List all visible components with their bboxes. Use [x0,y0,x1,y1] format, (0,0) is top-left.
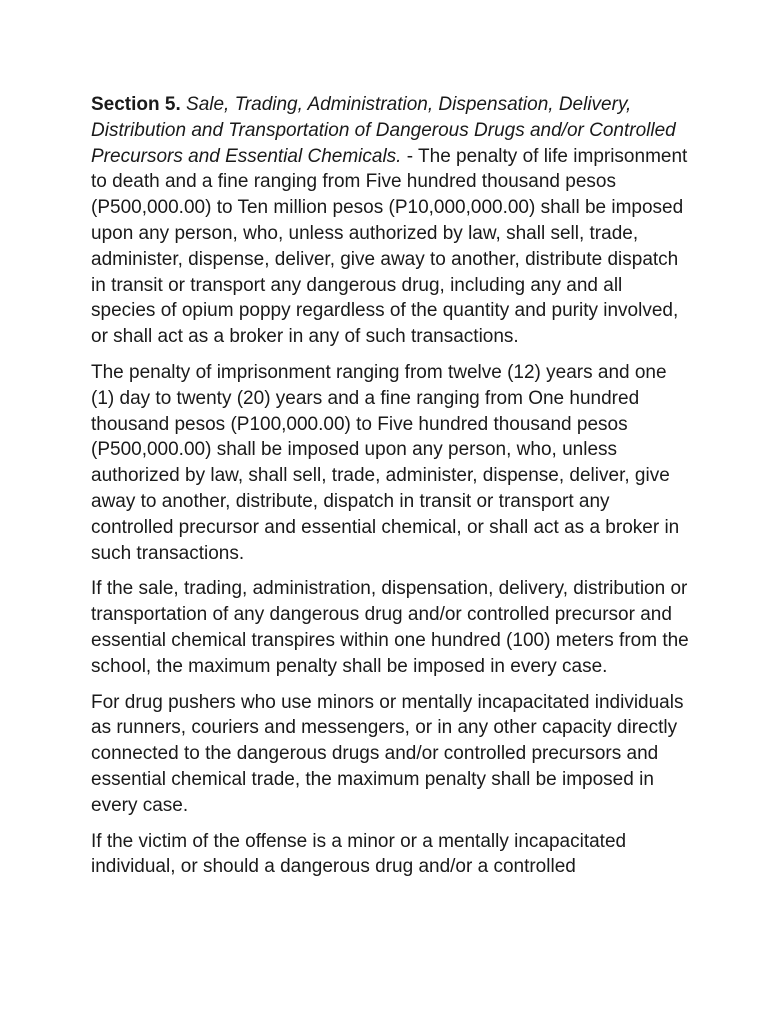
title-dash: - [401,145,414,167]
paragraph-precursor-penalty: The penalty of imprisonment ranging from twelve (12) years and one (1) day to twenty (20) years and a fine ranging from One hundred thousand pesos (P100,000.00) to Five hundred thousand pesos (P500,000.00) shall be imposed upon any person, who, unless authorized by law, shall sell, trade, administer, dispense, deliver, give away to another, distribute, dispatch in transit or transport any controlled precursor and essential chemical, or shall act as a broker in such transactions. [91,361,680,564]
document-page [91,92,691,890]
section-title: Sale, Trading, Administration, Dispensation, Delivery, Distribution and Transportation of Dangerous Drugs and/or Controlled Precursors and Essential Chemicals. [91,94,676,167]
section-5-paragraph [91,92,691,350]
section-first-paragraph-text: The penalty of life imprisonment to death and a fine ranging from Five hundred thousand pesos (P500,000.00) to Ten million pesos (P10,000,000.00) shall be imposed upon any person, who, unless authorized by law, shall sell, trade, administer, dispense, deliver, give away to another, distribute dispatch in transit or transport any dangerous drug, including any and all species of opium poppy regardless of the quantity and purity involved, or shall act as a broker in any of such transactions. [91,145,688,348]
paragraph-victim-minor: If the victim of the offense is a minor or a mentally incapacitated individual, or should a dangerous drug and/or a controlled [91,830,627,878]
section-number: Section 5. [91,94,181,115]
paragraph-drug-pushers-minors: For drug pushers who use minors or mentally incapacitated individuals as runners, couriers and messengers, or in any other capacity directly connected to the dangerous drugs and/or controlled precursors and essential chemical trade, the maximum penalty shall be imposed in every case. [91,691,684,816]
paragraph-school-proximity: If the sale, trading, administration, dispensation, delivery, distribution or transportation of any dangerous drug and/or controlled precursor and essential chemical transpires within one hundred (100) meters from the school, the maximum penalty shall be imposed in every case. [91,578,689,677]
